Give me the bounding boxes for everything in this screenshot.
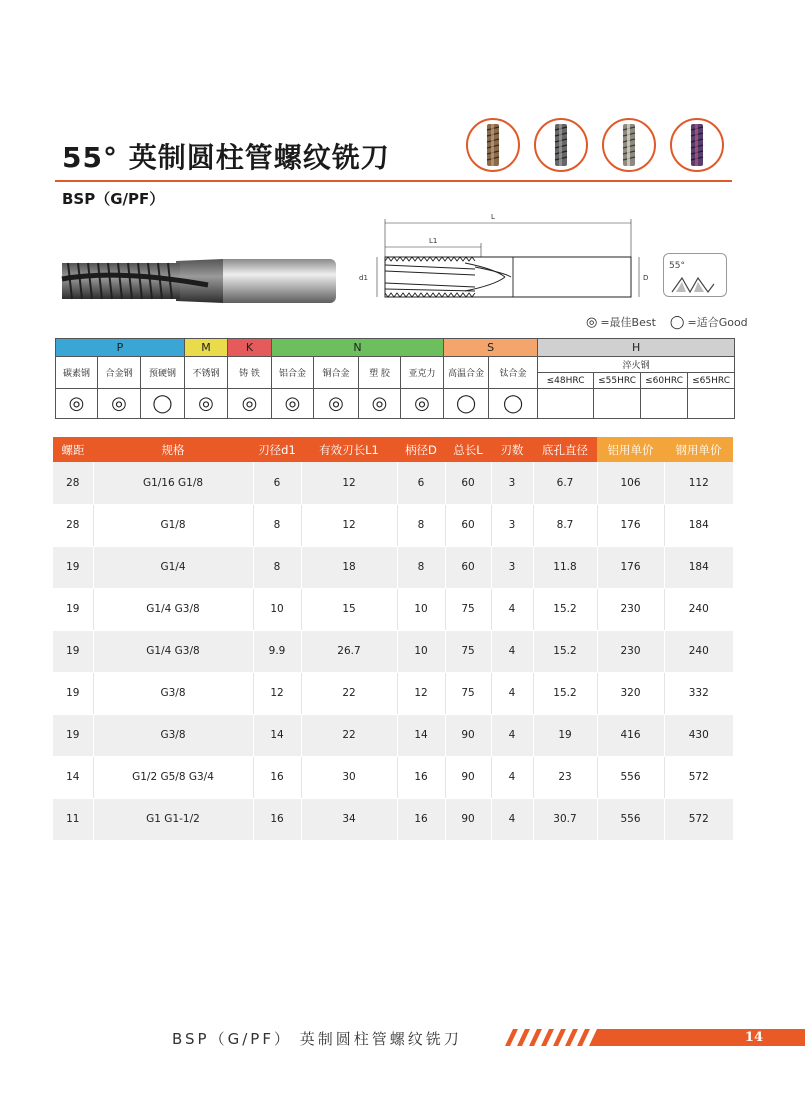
coating-thumb-bronze: [466, 118, 520, 172]
cell-price-al: 416: [597, 714, 664, 756]
cell-d1: 8: [253, 504, 301, 546]
material-name: 铜合金: [314, 357, 359, 389]
group-k: K: [228, 339, 272, 357]
coating-thumb-violet: [670, 118, 724, 172]
cell-size: G1/4 G3/8: [93, 630, 253, 672]
cell-price-al: 230: [597, 630, 664, 672]
page-title: 55° 英制圆柱管螺纹铣刀: [62, 141, 390, 174]
suitability-mark: [688, 389, 735, 419]
hardness-range: ≤48HRC: [538, 373, 594, 389]
good-symbol-icon: ◯: [669, 314, 685, 330]
cell-l1: 22: [301, 672, 397, 714]
cell-price-steel: 240: [664, 630, 733, 672]
suitability-mark: [641, 389, 688, 419]
cell-l1: 12: [301, 504, 397, 546]
cell-price-al: 556: [597, 756, 664, 798]
table-row: [53, 798, 733, 840]
cell-d1: 16: [253, 798, 301, 840]
cell-price-al: 106: [597, 462, 664, 504]
col-header: 柄径D: [397, 437, 445, 462]
cell-bore: 23: [533, 756, 597, 798]
group-n: N: [272, 339, 444, 357]
suitability-mark: ◎: [185, 389, 228, 419]
col-header: 螺距: [53, 437, 93, 462]
cell-l1: 22: [301, 714, 397, 756]
cell-price-al: 556: [597, 798, 664, 840]
thread-angle-detail: [663, 253, 727, 297]
cell-pitch: 19: [53, 546, 93, 588]
group-m: M: [185, 339, 228, 357]
cell-pitch: 28: [53, 462, 93, 504]
cell-flutes: 4: [491, 756, 533, 798]
cell-l1: 15: [301, 588, 397, 630]
cell-bore: 6.7: [533, 462, 597, 504]
title-divider: [55, 180, 732, 182]
cell-d1: 6: [253, 462, 301, 504]
table-row: [53, 756, 733, 798]
suitability-mark: ◎: [98, 389, 141, 419]
suitability-mark: [594, 389, 641, 419]
cell-bore: 15.2: [533, 630, 597, 672]
cell-d1: 12: [253, 672, 301, 714]
cell-price-steel: 184: [664, 504, 733, 546]
table-row: [53, 714, 733, 756]
cell-price-al: 230: [597, 588, 664, 630]
cell-l: 75: [445, 672, 491, 714]
suitability-mark: ◎: [228, 389, 272, 419]
table-row: [53, 504, 733, 546]
cell-pitch: 28: [53, 504, 93, 546]
cell-size: G1/4 G3/8: [93, 588, 253, 630]
page-footer: [0, 1026, 805, 1050]
cell-flutes: 3: [491, 462, 533, 504]
cell-bore: 15.2: [533, 588, 597, 630]
suitability-mark: ◎: [56, 389, 98, 419]
cell-size: G1 G1-1/2: [93, 798, 253, 840]
col-header: 刃径d1: [253, 437, 301, 462]
material-name: 铝合金: [272, 357, 314, 389]
coating-thumb-grey: [534, 118, 588, 172]
cell-flutes: 4: [491, 588, 533, 630]
cell-flutes: 4: [491, 798, 533, 840]
cell-pitch: 19: [53, 588, 93, 630]
cell-size: G1/2 G5/8 G3/4: [93, 756, 253, 798]
material-name: 亚克力: [401, 357, 444, 389]
suitability-mark: ◯: [444, 389, 489, 419]
col-header: 底孔直径: [533, 437, 597, 462]
spec-table: [53, 437, 733, 841]
cell-bore: 15.2: [533, 672, 597, 714]
svg-text:L: L: [491, 213, 495, 221]
svg-text:d1: d1: [359, 274, 368, 282]
col-header: 钢用单价: [664, 437, 733, 462]
page-number-bar: [606, 1029, 805, 1046]
cell-d: 6: [397, 462, 445, 504]
cell-l1: 30: [301, 756, 397, 798]
cell-pitch: 14: [53, 756, 93, 798]
cell-d1: 16: [253, 756, 301, 798]
hardness-range: ≤65HRC: [688, 373, 735, 389]
cell-price-steel: 240: [664, 588, 733, 630]
cell-d1: 9.9: [253, 630, 301, 672]
thread-angle-label: 55°: [669, 261, 685, 271]
cell-price-al: 320: [597, 672, 664, 714]
cell-d: 16: [397, 756, 445, 798]
cell-d: 12: [397, 672, 445, 714]
spec-header-row: [53, 437, 733, 462]
suitability-mark: ◯: [489, 389, 538, 419]
material-name: 不锈钢: [185, 357, 228, 389]
cell-d: 16: [397, 798, 445, 840]
col-header: 刃数: [491, 437, 533, 462]
material-table: [55, 338, 735, 419]
cell-flutes: 4: [491, 630, 533, 672]
cell-l1: 26.7: [301, 630, 397, 672]
cell-price-al: 176: [597, 546, 664, 588]
cell-price-al: 176: [597, 504, 664, 546]
material-name: 铸 铁: [228, 357, 272, 389]
hardness-range: ≤55HRC: [594, 373, 641, 389]
cell-l: 75: [445, 630, 491, 672]
material-name: 高温合金: [444, 357, 489, 389]
cell-price-steel: 572: [664, 798, 733, 840]
table-row: [53, 588, 733, 630]
cell-d: 8: [397, 546, 445, 588]
cell-l: 75: [445, 588, 491, 630]
cell-d: 14: [397, 714, 445, 756]
page-number: 14: [744, 1030, 763, 1045]
material-name: 钛合金: [489, 357, 538, 389]
cell-l1: 12: [301, 462, 397, 504]
cell-l: 90: [445, 714, 491, 756]
table-row: [53, 546, 733, 588]
cell-price-steel: 572: [664, 756, 733, 798]
col-header: 有效刃长L1: [301, 437, 397, 462]
cell-price-steel: 184: [664, 546, 733, 588]
cell-d: 10: [397, 630, 445, 672]
cell-price-steel: 332: [664, 672, 733, 714]
cell-l: 60: [445, 504, 491, 546]
cell-l: 60: [445, 546, 491, 588]
cell-price-steel: 430: [664, 714, 733, 756]
group-s: S: [444, 339, 538, 357]
footer-title: BSP（G/PF） 英制圆柱管螺纹铣刀: [172, 1030, 462, 1048]
hardness-range: ≤60HRC: [641, 373, 688, 389]
cell-pitch: 19: [53, 672, 93, 714]
suitability-mark: ◎: [314, 389, 359, 419]
table-row: [53, 462, 733, 504]
col-header: 总长L: [445, 437, 491, 462]
cell-bore: 30.7: [533, 798, 597, 840]
page-subtitle: BSP（G/PF）: [62, 190, 165, 208]
cell-d: 8: [397, 504, 445, 546]
hardened-steel-title: 淬火钢: [538, 357, 735, 373]
cell-bore: 8.7: [533, 504, 597, 546]
table-row: [53, 630, 733, 672]
material-hardened-row: [56, 357, 735, 373]
cell-l1: 18: [301, 546, 397, 588]
cell-pitch: 11: [53, 798, 93, 840]
material-name: 碳素钢: [56, 357, 98, 389]
cell-size: G3/8: [93, 714, 253, 756]
cell-d1: 10: [253, 588, 301, 630]
suitability-mark-row: [56, 389, 735, 419]
best-label: =最佳Best: [600, 316, 656, 329]
cell-l: 60: [445, 462, 491, 504]
cell-size: G3/8: [93, 672, 253, 714]
technical-drawing: [355, 205, 655, 309]
coating-thumbnails: [466, 118, 724, 172]
material-name: 合金钢: [98, 357, 141, 389]
best-symbol-icon: ◎: [586, 314, 598, 330]
suitability-mark: ◎: [401, 389, 444, 419]
table-row: [53, 672, 733, 714]
material-name: 预硬钢: [141, 357, 185, 389]
cell-bore: 11.8: [533, 546, 597, 588]
cell-flutes: 3: [491, 504, 533, 546]
good-label: =适合Good: [687, 316, 748, 329]
cell-l1: 34: [301, 798, 397, 840]
group-p: P: [56, 339, 185, 357]
cell-flutes: 3: [491, 546, 533, 588]
svg-text:D: D: [643, 274, 649, 282]
col-header: 规格: [93, 437, 253, 462]
material-name: 塑 胶: [359, 357, 401, 389]
suitability-mark: ◎: [359, 389, 401, 419]
suitability-legend: [586, 314, 748, 330]
coating-thumb-silver: [602, 118, 656, 172]
cell-pitch: 19: [53, 630, 93, 672]
group-h: H: [538, 339, 735, 357]
cell-size: G1/4: [93, 546, 253, 588]
cell-d1: 14: [253, 714, 301, 756]
footer-stripes: [505, 1029, 609, 1046]
suitability-mark: ◎: [272, 389, 314, 419]
cell-size: G1/16 G1/8: [93, 462, 253, 504]
cell-bore: 19: [533, 714, 597, 756]
cell-d: 10: [397, 588, 445, 630]
cell-size: G1/8: [93, 504, 253, 546]
cell-price-steel: 112: [664, 462, 733, 504]
suitability-mark: ◯: [141, 389, 185, 419]
cell-d1: 8: [253, 546, 301, 588]
cell-l: 90: [445, 798, 491, 840]
tool-photo: [58, 255, 343, 311]
cell-flutes: 4: [491, 714, 533, 756]
col-header: 铝用单价: [597, 437, 664, 462]
svg-text:L1: L1: [429, 237, 438, 245]
suitability-mark: [538, 389, 594, 419]
cell-flutes: 4: [491, 672, 533, 714]
cell-l: 90: [445, 756, 491, 798]
material-group-row: [56, 339, 735, 357]
cell-pitch: 19: [53, 714, 93, 756]
